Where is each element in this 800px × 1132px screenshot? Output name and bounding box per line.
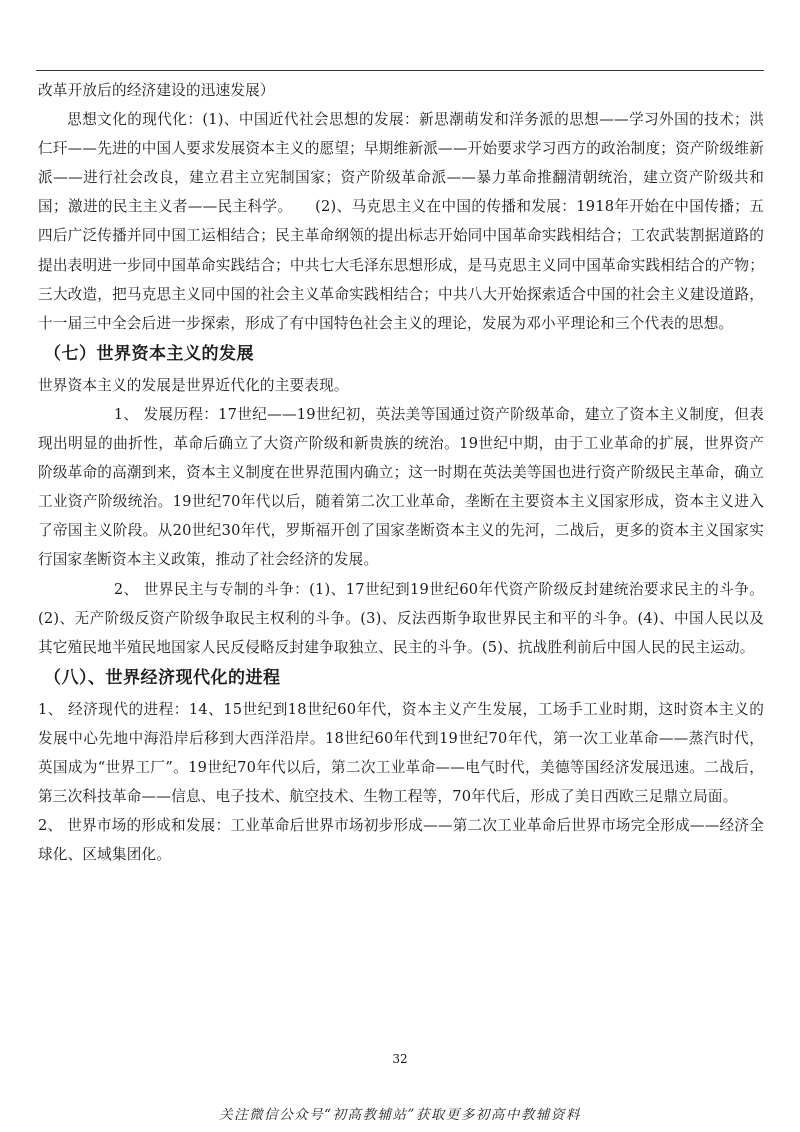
footer-note: 关注微信公众号“初高教辅站”获取更多初高中教辅资料 — [219, 1107, 581, 1123]
document-body — [38, 76, 764, 869]
section-7-intro: 世界资本主义的发展是世界近代化的主要表现。 — [38, 376, 349, 394]
section-7-item-2: 2、 世界民主与专制的斗争：(1)、17世纪到19世纪60年代资产阶级反封建统治要求民主的斗争。(2)、无产阶级反资产阶级争取民主权利的斗争。(3)、反法西斯争取世界民主和平的斗争。(4)、中国人民以及其它殖民地半殖民地国家人民反侵略反封建争取独立、民主的斗争。(5)、抗战胜利前后中国人民的民主运动。 — [38, 580, 764, 656]
section-7-item-1: 1、 发展历程：17世纪——19世纪初，英法美等国通过资产阶级革命，建立了资本主义制度，但表现出明显的曲折性，革命后确立了大资产阶级和新贵族的统治。19世纪中期，由于工业革命的扩展，世界资产阶级革命的高潮到来，资本主义制度在世界范围内确立；这一时期在英法美等国也进行资产阶级民主革命，确立工业资产阶级统治。19世纪70年代以后，随着第二次工业革命，垄断在主要资本主义国家形成，资本主义进入了帝国主义阶段。从20世纪30年代，罗斯福开创了国家垄断资本主义的先河，二战后，更多的资本主义国家实行国家垄断资本主义政策，推动了社会经济的发展。 — [38, 405, 764, 569]
section-8-item-1: 1、 经济现代的进程：14、15世纪到18世纪60年代，资本主义产生发展，工场手工业时期，这时资本主义的发展中心先地中海沿岸后移到大西洋沿岸。18世纪60年代到19世纪70年代，第一次工业革命——蒸汽时代，英国成为“世界工厂”。19世纪70年代以后，第二次工业革命——电气时代，美德等国经济发展迅速。二战后，第三次科技革命——信息、电子技术、航空技术、生物工程等，70年代后，形成了美日西欧三足鼎立局面。 — [38, 700, 764, 806]
section-heading-7: （七）世界资本主义的发展 — [44, 343, 254, 364]
section-heading-8: （八）、世界经济现代化的进程 — [44, 667, 281, 688]
section-8-item-2: 2、 世界市场的形成和发展：工业革命后世界市场初步形成——第二次工业革命后世界市场完全形成——经济全球化、区域集团化。 — [38, 817, 764, 864]
continuation-line: 改革开放后的经济建设的迅速发展） — [38, 82, 275, 99]
header-rule — [36, 70, 764, 71]
paragraph-thought-culture: 思想文化的现代化：(1)、中国近代社会思想的发展：新思潮萌发和洋务派的思想——学习外国的技术；洪仁玕——先进的中国人要求发展资本主义的愿望；早期维新派——开始要求学习西方的政治制度；资产阶级维新派——进行社会改良，建立君主立宪制国家；资产阶级革命派——暴力革命推翻清朝统治，建立资产阶级共和国；激进的民主主义者——民主科学。 (2)、马克思主义在中国的传播和发展：1918年开始在中国传播；五四后广泛传播并同中国工运相结合；民主革命纲领的提出标志开始同中国革命实践相结合；工农武装割据道路的提出表明进一步同中国革命实践结合；中共七大毛泽东思想形成，是马克思主义同中国革命实践相结合的产物；三大改造，把马克思主义同中国的社会主义革命实践相结合；中共八大开始探索适合中国的社会主义建设道路，十一届三中全会后进一步探索，形成了有中国特色社会主义的理论，发展为邓小平理论和三个代表的思想。 — [38, 111, 764, 332]
page-number: 32 — [392, 1052, 408, 1066]
